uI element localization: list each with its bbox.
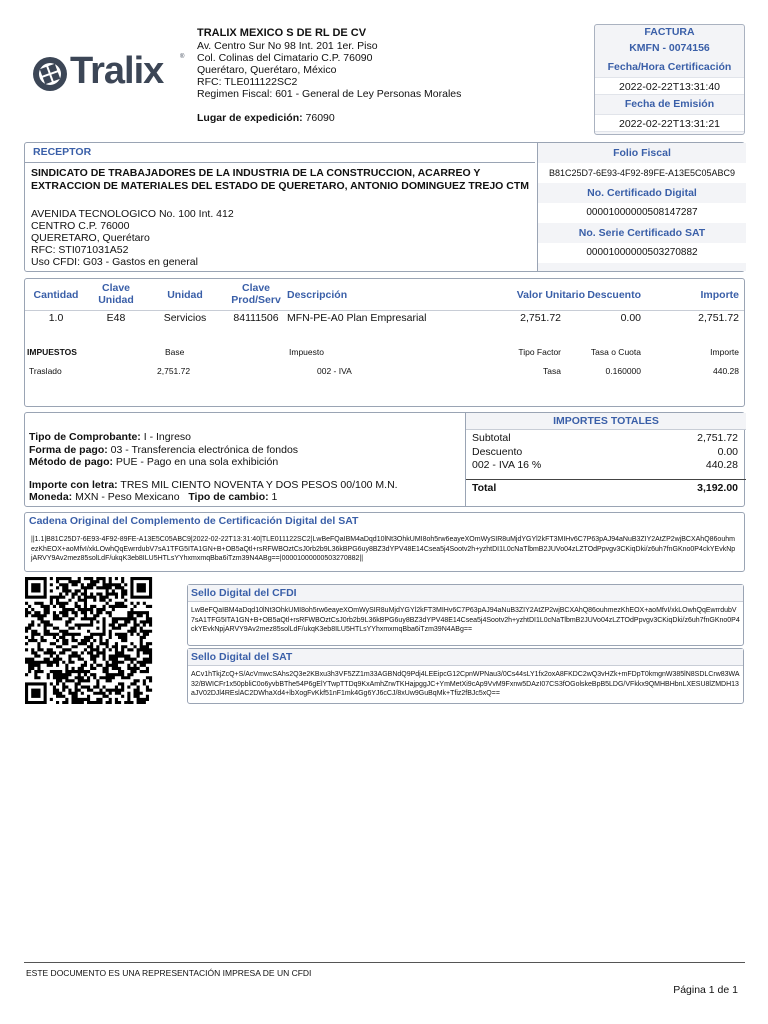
issuer-address-line: Av. Centro Sur No 98 Int. 201 1er. Piso	[197, 40, 378, 52]
totals-column	[465, 413, 746, 506]
forma-pago-value: 03 - Transferencia electrónica de fondos	[107, 443, 299, 456]
page-number: Página 1 de 1	[673, 984, 738, 996]
concepts-table	[24, 278, 745, 407]
issuer-rfc: RFC: TLE011122SC2	[197, 76, 298, 88]
metodo-pago	[29, 456, 459, 469]
tax-col-impuesto: Impuesto	[289, 347, 324, 357]
col-descripcion: Descripción	[287, 289, 348, 301]
cell-descripcion: MFN-PE-A0 Plan Empresarial	[287, 312, 427, 324]
payment-details	[29, 431, 459, 504]
receptor-rfc: RFC: STI071031A52	[31, 244, 129, 256]
tipo-cambio-value: 1	[268, 491, 278, 503]
totals-header: IMPORTES TOTALES	[466, 413, 746, 430]
tax-col-tasa: Tasa o Cuota	[590, 347, 641, 357]
sello-cfdi-title: Sello Digital del CFDI	[188, 585, 743, 602]
folio-fiscal-label: Folio Fiscal	[613, 147, 671, 159]
receptor-header	[25, 143, 535, 163]
issuer-block	[197, 27, 577, 124]
cell-descuento: 0.00	[620, 312, 641, 324]
importe-letra-value: TRES MIL CIENTO NOVENTA Y DOS PESOS 00/100 M.N.	[117, 478, 398, 491]
col-clave-prod: Clave Prod/Serv	[231, 282, 281, 306]
cell-clave-unidad: E48	[106, 312, 126, 324]
serie-sat-label: No. Serie Certificado SAT	[578, 227, 706, 239]
sello-sat-title: Sello Digital del SAT	[188, 649, 743, 666]
tax-cell-base: 2,751.72	[157, 366, 191, 376]
subtotal-row	[466, 432, 746, 446]
descuento-value: 0.00	[717, 445, 738, 458]
cert-date-value: 2022-02-22T13:31:40	[595, 77, 744, 95]
importe-letra	[29, 479, 459, 492]
cell-cantidad: 1.0	[48, 312, 64, 324]
footer-divider	[24, 962, 745, 963]
receptor-panel	[24, 142, 745, 272]
col-valor-unitario: Valor Unitario	[516, 289, 585, 301]
forma-pago-label: Forma de pago:	[29, 443, 108, 456]
emision-date-value: 2022-02-22T13:31:21	[595, 114, 744, 132]
tax-col-impuestos: IMPUESTOS	[27, 347, 77, 357]
summary-panel	[24, 412, 745, 507]
concepts-header-row	[25, 279, 744, 311]
cadena-text: ||1.1|B81C25D7-6E93-4F92-89FE-A13E5C05ABC9|2022-02-22T13:31:40|TLE011122SC2|LwBeFQaIBM4aDqd10lNt3OhkUMI8oh5rw6eayeXOmWySIR8uMjdYGYl2kFT3MIHv6C7P63pAJ94aNuB3ZIY2AtZP2wjBCXAhQ86ouhmezKhEOX+aoMfvI/xkLOwhQqEwrrdubV7sA1TFG5ITA1GN+B+OB5aQtl+rsRFWBOztCsJ0rb2b9L36kBPG6uy8BZ3dYPV48E14Csea5j4Sootv2h+yzhtDI1L0cNaTlbmB2JUVo04zLZTOdPpvgv3CKiqDki/z6uh7fnGKno0P4ckYEvkNpjARVY9Av2mez85solLdF/ukqK3eb8ILU5HTLsYYhxmxmqBba6iTzm39N4ABg==|00001000000503270882||	[31, 536, 736, 562]
lugar-label: Lugar de expedición:	[197, 112, 303, 124]
sello-cfdi-text: LwBeFQaIBM4aDqd10lNt3OhkUMI8oh5rw6eayeXOmWySIR8uMjdYGYl2kFT3MIHv6C7P63pAJ94aNuB3ZIY2AtZP2wjBCXAhQ86ouhmezKhEOX+aoMfvI/xkLOwhQqEwrrdubV7sA1TFG5ITA1GN+B+OB5aQtl+rsRFWBOztCsJ0rb2b9L36kBPG6uy8BZ3dYPV48E14Csea5j4Sootv2h+yzhtDI1L0cNaTlbmB2JUVo04zLZTOdPpvgv3CKiqDki/z6uh7fnGKno0P4ckYEvkNpjARVY9Av2mez85solLdF/ukqK3eb8ILU5HTLsYYhxmxmqBba6iTzm39N4ABg==	[191, 607, 740, 633]
registered-mark: ®	[180, 54, 185, 60]
issuer-address-line: Querétaro, Querétaro, México	[197, 64, 337, 76]
cert-digital-value: 00001000000508147287	[538, 203, 746, 223]
emision-date-label: Fecha de Emisión	[624, 98, 715, 110]
cert-digital-label: No. Certificado Digital	[587, 187, 697, 199]
cell-valor-unitario: 2,751.72	[520, 312, 561, 324]
sello-sat-text: ACv1hTkjZcQ+S/AcVmwcSAhs2Q3e2KBxu3h3VF5ZZ1m33AGBNdQ9Pdj4LEEipcG12CpnWPNau3/0Cs44sLY1fx2oxA8FKDC2wQ3vHZk+mFDpT0kmgnW385lN8SDLCrw83WA32/BWICFr1x50pbliC0o6yvbBThe54P6gElYTwpTTDq9KxAmhZrwTKHajpggJC+YmMetXi9cAp9VvM9Fxnw5DAzI07CS3fOGolskeBpB5LDG/VFkkx9QMHBHbnLXESU8lZMDH13aJV02DJl4REslAC2DWhaXd4+lbXogFvKkf51nF1mk4Gg6YJ6cCJ/8xUw9GuBqMk+Tfiz2fBJc5xQ==	[191, 671, 740, 697]
moneda-value: MXN - Peso Mexicano	[72, 491, 180, 503]
tax-cell-tipo-factor: Tasa	[543, 366, 561, 376]
tax-col-importe: Importe	[710, 347, 739, 357]
cert-date-label: Fecha/Hora Certificación	[607, 61, 732, 73]
subtotal-value: 2,751.72	[697, 432, 738, 444]
serie-sat-value: 00001000000503270882	[538, 243, 746, 263]
tax-col-tipo-factor: Tipo Factor	[518, 347, 561, 357]
iva-value: 440.28	[705, 459, 738, 471]
receptor-name: SINDICATO DE TRABAJADORES DE LA INDUSTRIA DE LA CONSTRUCCION, ACARREO Y EXTRACCION DE MATERIALES DEL ESTADO DE QUERETARO, ANTONIO DOMINGUEZ TREJO CTM	[31, 167, 529, 192]
sello-sat-panel	[187, 648, 744, 704]
footer-note: ESTE DOCUMENTO ES UNA REPRESENTACIÓN IMPRESA DE UN CFDI	[26, 968, 312, 978]
issuer-address-line: Col. Colinas del Cimatario C.P. 76090	[197, 52, 373, 64]
invoice-title: FACTURA	[644, 26, 695, 38]
cadena-original-panel	[24, 512, 745, 572]
tax-cell-impuesto: 002 - IVA	[317, 366, 352, 376]
tipo-cambio-label: Tipo de cambio:	[188, 491, 269, 503]
total-value: 3,192.00	[697, 481, 738, 494]
tralix-logo-icon	[30, 54, 70, 94]
invoice-folio: KMFN - 0074156	[629, 42, 710, 54]
descuento-row	[466, 446, 746, 460]
receptor-address-line: QUERETARO, Querétaro	[31, 232, 150, 244]
moneda-label: Moneda:	[29, 491, 73, 503]
fiscal-ids-column	[537, 143, 746, 271]
qr-code-icon	[24, 577, 155, 704]
tipo-comprobante-value: I - Ingreso	[140, 431, 192, 443]
tipo-comprobante	[29, 431, 459, 444]
qr-code	[24, 577, 155, 704]
forma-pago	[29, 444, 459, 457]
receptor-details	[31, 208, 531, 268]
receptor-header-label: RECEPTOR	[33, 146, 92, 158]
invoice-info-box	[594, 24, 745, 135]
cell-importe: 2,751.72	[698, 312, 739, 324]
metodo-pago-value: PUE - Pago en una sola exhibición	[113, 456, 279, 468]
col-cantidad: Cantidad	[33, 289, 79, 301]
issuer-name: TRALIX MEXICO S DE RL DE CV	[197, 27, 367, 39]
tax-cell-tipo: Traslado	[29, 366, 62, 376]
iva-row	[466, 459, 746, 473]
cadena-title: Cadena Original del Complemento de Certificación Digital del SAT	[29, 515, 359, 527]
col-importe: Importe	[700, 289, 739, 301]
col-clave-unidad: Clave Unidad	[98, 282, 134, 306]
subtotal-label: Subtotal	[472, 432, 511, 444]
issuer-regimen: Regimen Fiscal: 601 - General de Ley Personas Morales	[197, 88, 462, 100]
iva-label: 002 - IVA 16 %	[472, 459, 542, 471]
lugar-expedicion	[197, 112, 577, 124]
tipo-comprobante-label: Tipo de Comprobante:	[29, 431, 141, 443]
sello-cfdi-panel	[187, 584, 744, 646]
company-logo	[30, 50, 185, 98]
moneda	[29, 491, 459, 504]
tax-cell-importe: 440.28	[713, 366, 739, 376]
total-label: Total	[472, 481, 497, 494]
col-descuento: Descuento	[587, 289, 641, 301]
tax-cell-tasa: 0.160000	[605, 366, 641, 376]
metodo-pago-label: Método de pago:	[29, 456, 113, 468]
col-unidad: Unidad	[167, 289, 203, 301]
receptor-address-line: CENTRO C.P. 76000	[31, 220, 130, 232]
cell-unidad: Servicios	[163, 312, 207, 324]
folio-fiscal-value: B81C25D7-6E93-4F92-89FE-A13E5C05ABC9	[538, 163, 746, 183]
total-row	[466, 479, 746, 497]
logo-wordmark: Tralix	[70, 50, 164, 92]
cell-clave-prod: 84111506	[233, 312, 279, 324]
descuento-label: Descuento	[472, 445, 523, 458]
tax-col-base: Base	[165, 347, 185, 357]
importe-letra-label: Importe con letra:	[29, 478, 118, 491]
receptor-address-line: AVENIDA TECNOLOGICO No. 100 Int. 412	[31, 208, 234, 220]
receptor-uso-cfdi: Uso CFDI: G03 - Gastos en general	[31, 256, 198, 268]
lugar-value: 76090	[302, 112, 335, 124]
